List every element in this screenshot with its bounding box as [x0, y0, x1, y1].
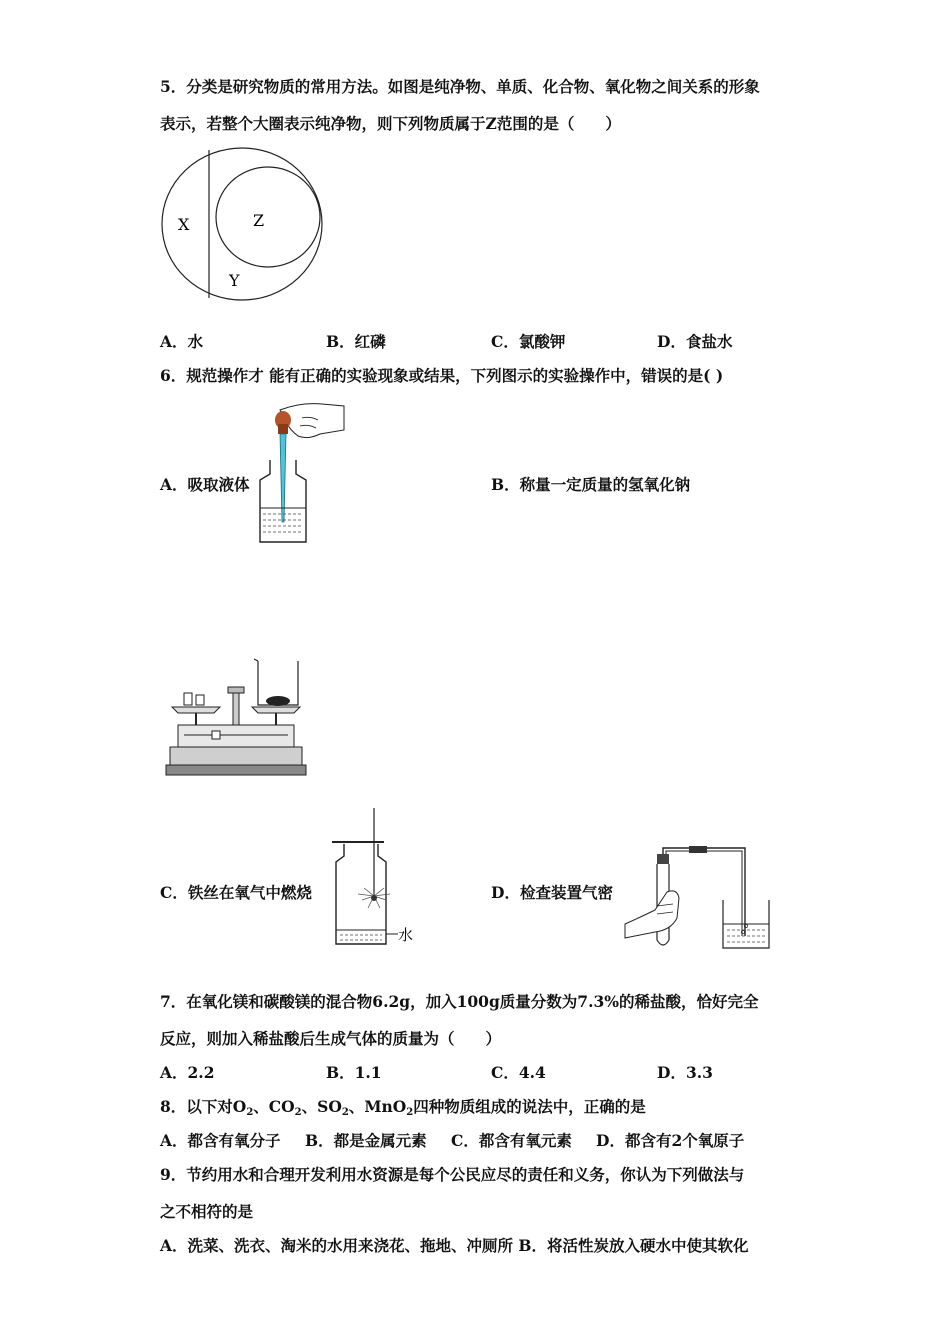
q7-option-a[interactable]: A．2.2 [160, 1063, 215, 1082]
q6-option-d[interactable]: D．检查装置气密 [491, 883, 613, 902]
z-label: Z [253, 211, 265, 230]
q5-option-a[interactable]: A．水 [160, 332, 204, 351]
q6-stem: 6．规范操作才 能有正确的实验现象或结果，下列图示的实验操作中，错误的是( ) [160, 366, 724, 385]
balance-scale-figure [166, 655, 306, 780]
q6-option-b[interactable]: B．称量一定质量的氢氧化钠 [491, 475, 691, 494]
z-circle [216, 167, 320, 267]
q5-stem-line2: 表示，若整个大圈表示纯净物，则下列物质属于Z范围的是（ ） [160, 114, 621, 133]
airtightness-check-figure [625, 840, 775, 952]
iron-wire-combustion-figure [330, 808, 430, 948]
q9-options-line[interactable]: A．洗菜、洗衣、淘米的水用来浇花、拖地、冲厕所 B．将活性炭放入硬水中使其软化 [160, 1236, 749, 1255]
q7-option-d[interactable]: D．3.3 [657, 1063, 713, 1082]
q8-option-d[interactable]: D．都含有2个氧原子 [596, 1131, 745, 1150]
q8-option-c[interactable]: C．都含有氧元素 [451, 1131, 572, 1150]
q5-stem-line1: 5．分类是研究物质的常用方法。如图是纯净物、单质、化合物、氧化物之间关系的形象 [160, 77, 760, 96]
y-label: Y [229, 271, 240, 290]
q7-option-b[interactable]: B．1.1 [326, 1063, 382, 1082]
water-label: 水 [398, 926, 414, 944]
q8-option-a[interactable]: A．都含有氧分子 [160, 1131, 281, 1150]
q9-stem-line2: 之不相符的是 [160, 1202, 254, 1221]
q5-option-c[interactable]: C．氯酸钾 [491, 332, 566, 351]
q5-venn-diagram [160, 146, 326, 302]
q5-option-d[interactable]: D．食盐水 [657, 332, 733, 351]
q8-option-b[interactable]: B．都是金属元素 [305, 1131, 427, 1150]
q6-option-a[interactable]: A．吸取液体 [160, 475, 250, 494]
q8-stem: 8．以下对$O_2$、$CO_2$、$SO_2$、MnO$_2$四种物质组成的说法中，正确的是 [160, 1097, 646, 1118]
q5-option-b[interactable]: B．红磷 [326, 332, 386, 351]
q7-stem-line2: 反应，则加入稀盐酸后生成气体的质量为（ ） [160, 1029, 502, 1048]
q7-stem-line1: 7．在氧化镁和碳酸镁的混合物6.2g，加入100g质量分数为7.3%的稀盐酸，恰好完全 [160, 992, 759, 1011]
q7-option-c[interactable]: C．4.4 [491, 1063, 546, 1082]
q9-stem-line1: 9．节约用水和合理开发利用水资源是每个公民应尽的责任和义务，你认为下列做法与 [160, 1165, 745, 1184]
q6-option-c[interactable]: C．铁丝在氧气中燃烧 [160, 883, 312, 902]
x-label: X [178, 215, 190, 234]
dropper-bottle-figure [250, 400, 350, 548]
